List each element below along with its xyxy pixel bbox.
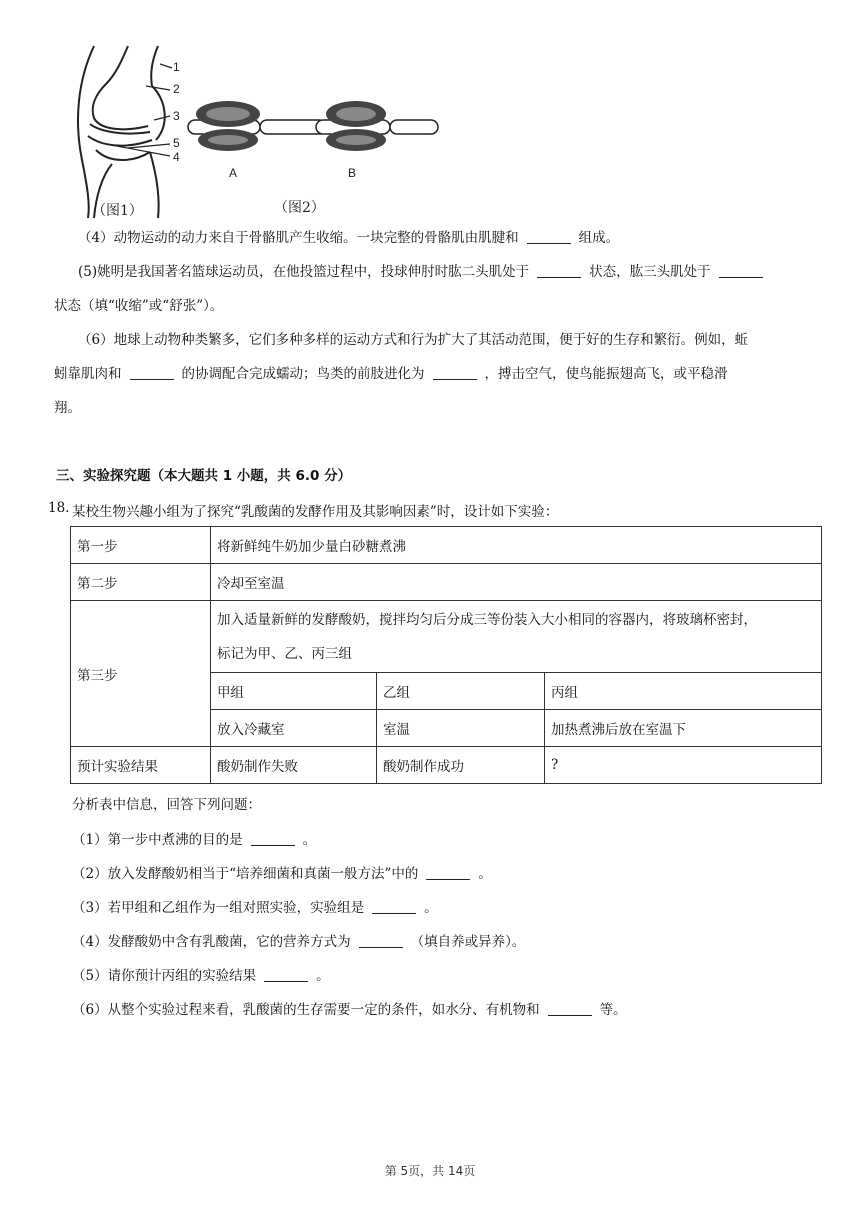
- sub-question-6: [72, 998, 627, 1018]
- step-label: 第三步: [71, 601, 211, 747]
- answer-blank[interactable]: [548, 999, 592, 1016]
- condition-cell: 加热煮沸后放在室温下: [545, 710, 822, 747]
- q4-text-end: 组成。: [578, 230, 620, 246]
- question-5: [54, 255, 820, 323]
- sub-text: 。: [316, 968, 330, 984]
- group-cell: 甲组: [211, 673, 377, 710]
- q5-text: 状态（填“收缩”或“舒张”）。: [54, 298, 224, 314]
- sub-text: 等。: [599, 1002, 627, 1018]
- figure2-label-b: B: [348, 166, 357, 180]
- q6-text: 翔。: [54, 400, 81, 416]
- answer-blank[interactable]: [264, 965, 308, 982]
- step-label: 第二步: [71, 564, 211, 601]
- sub-text: （6）从整个实验过程来看，乳酸菌的生存需要一定的条件，如水分、有机物和: [72, 1002, 540, 1018]
- answer-blank[interactable]: [372, 897, 416, 914]
- figure-joint-and-muscles: [66, 40, 466, 220]
- sub-text: （3）若甲组和乙组作为一组对照实验，实验组是: [72, 900, 365, 916]
- step3-line: 加入适量新鲜的发酵酸奶，搅拌均匀后分成三等份装入大小相同的容器内，将玻璃杯密封，: [217, 611, 757, 628]
- table-row: [71, 564, 822, 601]
- sub-text: 。: [302, 832, 317, 848]
- q5-text: (5)姚明是我国著名篮球运动员，在他投篮过程中，投球伸肘时肱二头肌处于: [78, 264, 530, 280]
- joint-label-4: 4: [173, 150, 180, 164]
- result-label: 预计实验结果: [71, 747, 211, 784]
- joint-label-1: 1: [173, 60, 180, 74]
- answer-blank[interactable]: [537, 261, 581, 278]
- q5-text: 状态，肱三头肌处于: [589, 264, 711, 280]
- section-heading: 三、实验探究题（本大题共 1 小题，共 6.0 分）: [56, 468, 352, 484]
- question-18-number: 18.: [48, 500, 70, 516]
- answer-blank[interactable]: [426, 863, 470, 880]
- sub-text: （填自养或异养）。: [410, 934, 526, 950]
- result-cell: 酸奶制作失败: [211, 747, 377, 784]
- group-cell: 丙组: [545, 673, 822, 710]
- step-content: 将新鲜纯牛奶加少量白砂糖煮沸: [211, 527, 822, 564]
- q6-text: ，搏击空气，使鸟能振翅高飞，或平稳滑: [484, 366, 728, 382]
- answer-blank[interactable]: [359, 931, 403, 948]
- question-6: [54, 323, 820, 425]
- step-content: 冷却至室温: [211, 564, 822, 601]
- figure2-label-a: A: [229, 166, 238, 180]
- answer-blank[interactable]: [130, 363, 174, 380]
- knee-joint-figure: [78, 46, 172, 218]
- sub-text: （1）第一步中煮沸的目的是: [72, 832, 243, 848]
- joint-label-2: 2: [173, 82, 180, 96]
- sub-question-4: [72, 930, 525, 950]
- question-4: [66, 221, 820, 255]
- figure1-caption: （图1）: [92, 203, 143, 219]
- answer-blank[interactable]: [433, 363, 477, 380]
- figure2-caption: （图2）: [274, 200, 325, 216]
- sub-text: （5）请你预计丙组的实验结果: [72, 968, 257, 984]
- page-footer: 第 5页，共 14页: [384, 1164, 476, 1178]
- sub-text: （2）放入发酵酸奶相当于“培养细菌和真菌一般方法”中的: [72, 866, 419, 882]
- group-cell: 乙组: [377, 673, 545, 710]
- step3-line: 标记为甲、乙、丙三组: [217, 645, 352, 662]
- q6-text: （6）地球上动物种类繁多，它们多种多样的运动方式和行为扩大了其活动范围，便于好的生存和繁衍。例如，蚯: [78, 332, 749, 348]
- sub-text: （4）发酵酸奶中含有乳酸菌，它的营养方式为: [72, 934, 351, 950]
- table-row: [71, 527, 822, 564]
- table-row: [71, 747, 822, 784]
- table-row: [71, 601, 822, 673]
- q6-text: 蚓靠肌肉和: [54, 366, 122, 382]
- joint-label-5: 5: [173, 136, 180, 150]
- step-label: 第一步: [71, 527, 211, 564]
- q4-text: （4）动物运动的动力来自于骨骼肌产生收缩。一块完整的骨骼肌由肌腱和: [78, 230, 519, 246]
- sub-text: 。: [424, 900, 438, 916]
- sub-question-1: [72, 828, 316, 848]
- condition-cell: 放入冷藏室: [211, 710, 377, 747]
- arm-muscle-figure-b: [316, 101, 438, 151]
- sub-text: 。: [478, 866, 492, 882]
- analysis-prompt: 分析表中信息，回答下列问题：: [72, 797, 261, 813]
- answer-blank[interactable]: [251, 829, 295, 846]
- q6-text: 的协调配合完成蠕动；鸟类的前肢进化为: [181, 366, 425, 382]
- step-content: [211, 601, 822, 673]
- result-cell: 酸奶制作成功: [377, 747, 545, 784]
- sub-question-5: [72, 964, 330, 984]
- sub-question-3: [72, 896, 438, 916]
- answer-blank[interactable]: [527, 227, 571, 244]
- answer-blank[interactable]: [719, 261, 763, 278]
- question-18-stem: 某校生物兴趣小组为了探究“乳酸菌的发酵作用及其影响因素”时，设计如下实验：: [72, 504, 559, 520]
- sub-question-2: [72, 862, 492, 882]
- result-cell: ?: [545, 747, 822, 784]
- condition-cell: 室温: [377, 710, 545, 747]
- arm-muscle-figure-a: [188, 101, 326, 151]
- experiment-table: [70, 526, 822, 784]
- joint-label-3: 3: [173, 109, 180, 123]
- joint-diagram: [66, 40, 466, 220]
